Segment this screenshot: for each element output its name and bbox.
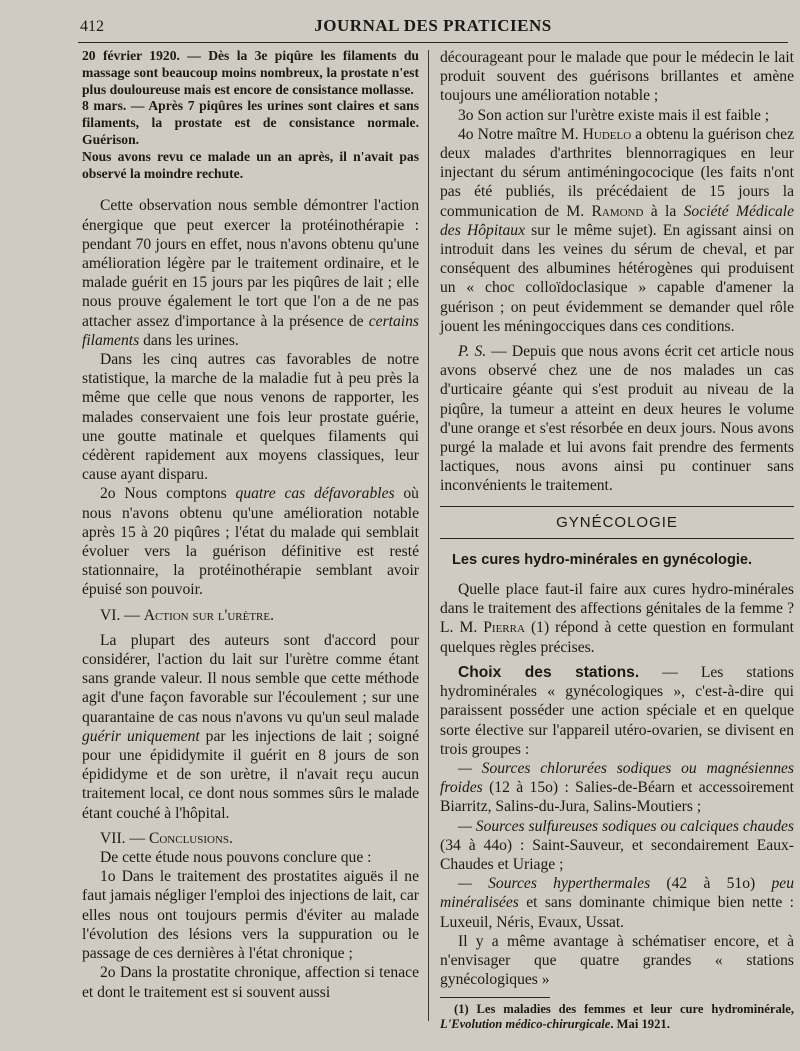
- paragraph: 1o Dans le traitement des prostatites aiguës il ne faut jamais négliger l'emploi des injections de lait, car elles nous ont toujours permis d'éviter au malade l'évolution des lésions vers la suppuration ou le passage de ces dernières à l'état chronique ;: [82, 868, 419, 963]
- paragraph: 2o Nous comptons quatre cas défavorables où nous n'avons obtenu qu'une amélioration notable après 15 à 20 piqûres ; l'état du malade qui semblait évoluer vers la guérison définitive est resté stationnaire, la protéinothérapie semblant avoir épuisé son pouvoir.: [82, 485, 419, 599]
- paragraph: Cette observation nous semble démontrer l'action énergique que peut exercer la protéinothérapie : pendant 70 jours en effet, nous n'avons obtenu qu'une amélioration légère par le traitement ordinaire, et le malade guérit en 15 jours par les piqûres de lait ; elle nous prouve également le tort que l'on a de ne pas attacher assez d'importance à la présence de certains filaments dans les urines.: [82, 197, 419, 349]
- column-divider: [428, 50, 429, 1021]
- case-note-feb: 20 février 1920. — Dès la 3e piqûre les filaments du massage sont beaucoup moins nombreux, la prostate n'est plus douloureuse mais est encore de consistance mollasse.: [82, 48, 419, 97]
- list-item: — Sources hyperthermales (42 à 51o) peu minéralisées et sans dominante chimique bien nette : Luxeuil, Néris, Evaux, Ussat.: [440, 875, 794, 931]
- paragraph: Il y a même avantage à schématiser encore, et à n'envisager que quatre grandes « stations gynécologiques »: [440, 932, 794, 989]
- case-note-mar: 8 mars. — Après 7 piqûres les urines sont claires et sans filaments, la prostate est de consistance normale. Guérison.: [82, 98, 419, 147]
- page-number: 412: [80, 18, 104, 35]
- footnote: (1) Les maladies des femmes et leur cure hydrominérale, L'Evolution médico-chirurgicale. Mai 1921.: [440, 1002, 794, 1032]
- paragraph: La plupart des auteurs sont d'accord pour considérer, l'action du lait sur l'urètre comme étant sans grande valeur. Il nous semble que cette méthode agit d'une façon favorable sur l'écoulement ; sur une quarantaine de cas nous n'avons vu qu'un seul malade guérir uniquement par les injections de lait ; soigné pour une épididymite il guérit en 8 jours de son épididyme et de son urètre, il n'avait reçu aucun traitement local, ce dont nous sommes sûrs le malade étant couché à l'hôpital.: [82, 631, 419, 822]
- section-rule-bottom: [440, 538, 794, 539]
- list-item: — Sources sulfureuses sodiques ou calciques chaudes (34 à 44o) : Saint-Sauveur, et secondairement Eaux-Chaudes et Uriage ;: [440, 817, 794, 873]
- section-heading-vi: VI. — Action sur l'urètre.: [100, 606, 275, 624]
- paragraph: De cette étude nous pouvons conclure que :: [100, 849, 372, 867]
- paragraph: décourageant pour le malade que pour le médecin le lait produit souvent des guérisons brillantes et amène toujours une amélioration notable ;: [440, 49, 794, 105]
- paragraph: 4o Notre maître M. Hudelo a obtenu la guérison chez deux malades d'arthrites blennorragiques en leur injectant du sérum antiméningococique (les faits n'ont pas été publiés, ils précédaient de 15 jours la communication de M. Ramond à la Société Médicale des Hôpitaux sur le même sujet). En agissant ainsi on introduit dans les veines du sérum de cheval, et par conséquent des albumines hétérogènes qui produisent un « choc colloïdoclasique » capable d'amener la guérison ; on peut évidemment se demander quel rôle jouent les méningocciques dans ces conditions.: [440, 125, 794, 335]
- case-note-followup: Nous avons revu ce malade un an après, il n'avait pas observé la moindre rechute.: [82, 148, 419, 181]
- paragraph: 3o Son action sur l'urètre existe mais il est faible ;: [458, 106, 770, 124]
- list-item: — Sources chlorurées sodiques ou magnésiennes froides (12 à 15o) : Salies-de-Béarn et accessoirement Biarritz, Salins-du-Jura, Salins-Moutiers ;: [440, 759, 794, 816]
- postscript: P. S. — Depuis que nous avons écrit cet article nous avons observé chez une de nos malades un cas d'urticaire géante qui s'est produit au niveau de la piqûre, la tumeur a atteint en deux heures le volume d'une orange et s'est résorbée en deux jours. Nous avons purgé la malade et lui avons fait prendre des ferments lactiques, nous avons ainsi pu continuer sans inconvénients le traitement.: [440, 343, 794, 495]
- section-title: GYNÉCOLOGIE: [556, 513, 678, 531]
- page-header: [78, 16, 788, 43]
- paragraph: 2o Dans la prostatite chronique, affection si tenace et dont le traitement est si souvent aussi: [82, 964, 419, 1001]
- paragraph: Choix des stations. — Les stations hydrominérales « gynécologiques », c'est-à-dire qui paraissent posséder une action spéciale et en quelque sorte élective sur l'appareil utéro-ovarien, se divisent en trois groupes :: [440, 663, 794, 758]
- section-heading-vii: VII. — Conclusions.: [100, 829, 233, 847]
- article-title: Les cures hydro-minérales en gynécologie.: [452, 551, 753, 568]
- section-rule-top: [440, 506, 794, 507]
- footnote-rule: [440, 997, 550, 998]
- paragraph: Dans les cinq autres cas favorables de notre statistique, la marche de la maladie fut à peu près la même que celle que nous venons de rapporter, les malades conservaient une fois leur prostate guérie, une goutte matinale et quelques filaments qui cédèrent rapidement aux moyens classiques, leur cause ayant disparu.: [82, 351, 419, 484]
- right-column: [440, 48, 794, 1032]
- case-notes: [82, 48, 419, 182]
- left-column: [82, 48, 419, 1002]
- journal-title: JOURNAL DES PRATICIENS: [314, 16, 552, 35]
- paragraph: Quelle place faut-il faire aux cures hydro-minérales dans le traitement des affections génitales de la femme ? L. M. Pierra (1) répond à cette question en formulant quelques règles précises.: [440, 581, 794, 656]
